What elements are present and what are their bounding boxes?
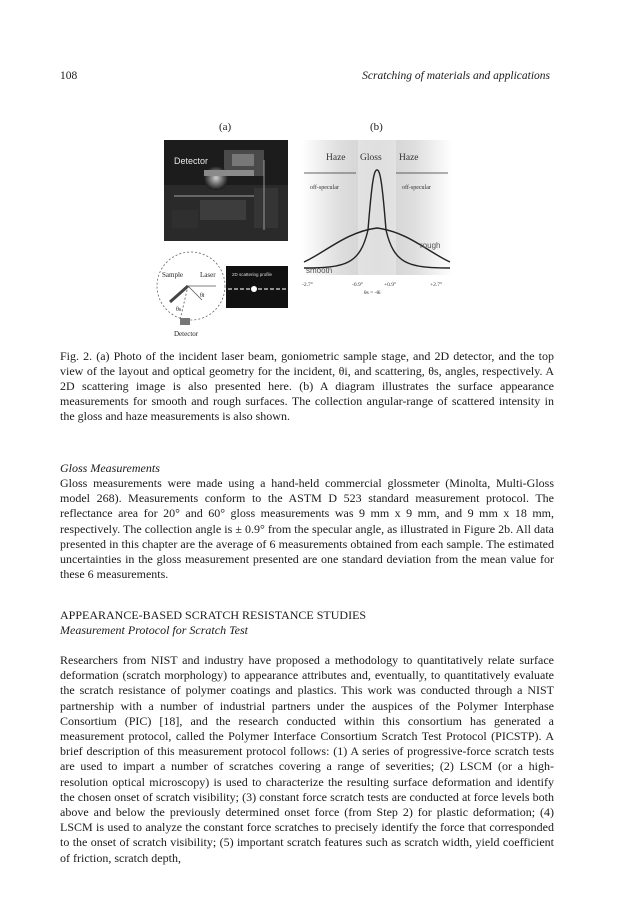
off-specular-right-label: off-specular — [402, 185, 431, 191]
haze-left-label: Haze — [326, 153, 346, 163]
page-header — [60, 70, 550, 86]
scratch-paragraph: Researchers from NIST and industry have proposed a methodology to quantitatively relate surface deformation (scratch morphology) to appearance attributes and, eventually, to quantitatively evaluate the scratch resistance of polymer coatings and plastics. This work was conducted through a NIST partnership with a number of industrial partners under the auspices of the Polymer Interphase Consortium (PIC) [18], and the research conducted within this consortium has generated a measurement protocol, called the Polymer Interface Consortium Scratch Test Protocol (PICSTP). A brief description of this measurement protocol follows: (1) A series of progressive-force scratch tests are used to impart a number of scratches covering a range of severities; (2) LSCM (or a high-resolution optical microscopy) is used to characterize the resulting surface deformation and identify the chosen onset of scratch visibility; (3) constant force scratch tests are conducted at force levels both above and below the previously determined onset force (from Step 2) for plastic deformation; (4) LSCM is used to analyze the constant force scratches to precisely identify the force that corresponded to the onset of scratch visibility; (5) important scratch features such as scratch width, yield coefficient of friction, scratch depth, — [60, 653, 554, 865]
rough-label: rough — [420, 241, 441, 250]
page-number: 108 — [60, 70, 78, 82]
scratch-section-heading: APPEARANCE-BASED SCRATCH RESISTANCE STUDIES — [60, 608, 367, 622]
running-title: Scratching of materials and applications — [362, 70, 550, 82]
tick-neg-2-7: -2.7° — [302, 282, 313, 288]
photo-illustration — [164, 140, 288, 241]
tick-pos-0-9: +0.9° — [384, 282, 397, 288]
sample-label: Sample — [162, 271, 183, 279]
theta-i-label: θi — [200, 293, 205, 299]
photo-detector-label: Detector — [174, 156, 209, 166]
schematic-detector-label: Detector — [174, 330, 199, 338]
gloss-heading: Gloss Measurements — [60, 461, 160, 475]
scattering-profile-label: 2D scattering profile — [232, 272, 273, 277]
laser-label: Laser — [200, 271, 216, 279]
haze-right-label: Haze — [399, 153, 419, 163]
panel-a-label: (a) — [219, 121, 232, 133]
gloss-haze-drawing — [296, 140, 457, 320]
gloss-paragraph: Gloss measurements were made using a hand-held commercial glossmeter (Minolta, Multi-Gloss model 268). Measurements conform to the ASTM D 523 standard measurement protocol. The reflectance area for 20° and 60° gloss measurements was 9 mm x 9 mm, and 9 mm x 18 mm, respectively. The collection angle is ± 0.9° from the specular angle, as illustrated in Figure 2b. All data presented in this chapter are the average of 6 measurements obtained from each sample. The estimated uncertainties in the gloss measurement presented are one standard deviation from the mean value for these 6 measurements. — [60, 476, 554, 582]
tick-neg-0-9: -0.9° — [352, 282, 363, 288]
gloss-label: Gloss — [360, 153, 382, 163]
smooth-label: smooth — [306, 266, 333, 275]
protocol-subheading: Measurement Protocol for Scratch Test — [60, 623, 248, 637]
panel-b-label: (b) — [370, 121, 383, 133]
tick-pos-2-7: +2.7° — [430, 282, 443, 288]
theta-s-label: θs — [176, 307, 182, 313]
off-specular-left-label: off-specular — [310, 185, 339, 191]
figure-caption: Fig. 2. (a) Photo of the incident laser beam, goniometric sample stage, and 2D detector, and the top view of the layout and optical geometry for the incident, θi, and scattering, θs, angles, respectively. A 2D scattering image is also presented here. (b) A diagram illustrates the surface appearance measurements for smooth and rough surfaces. The collection angular-range of scattered intensity in the gloss and haze measurements is also shown. — [60, 349, 554, 423]
optical-geometry-schematic — [146, 244, 296, 339]
laser-setup-photo — [164, 140, 288, 241]
schematic-drawing — [146, 244, 296, 339]
gloss-haze-diagram — [296, 140, 457, 320]
theta-equation: θs = -θi — [364, 290, 381, 296]
